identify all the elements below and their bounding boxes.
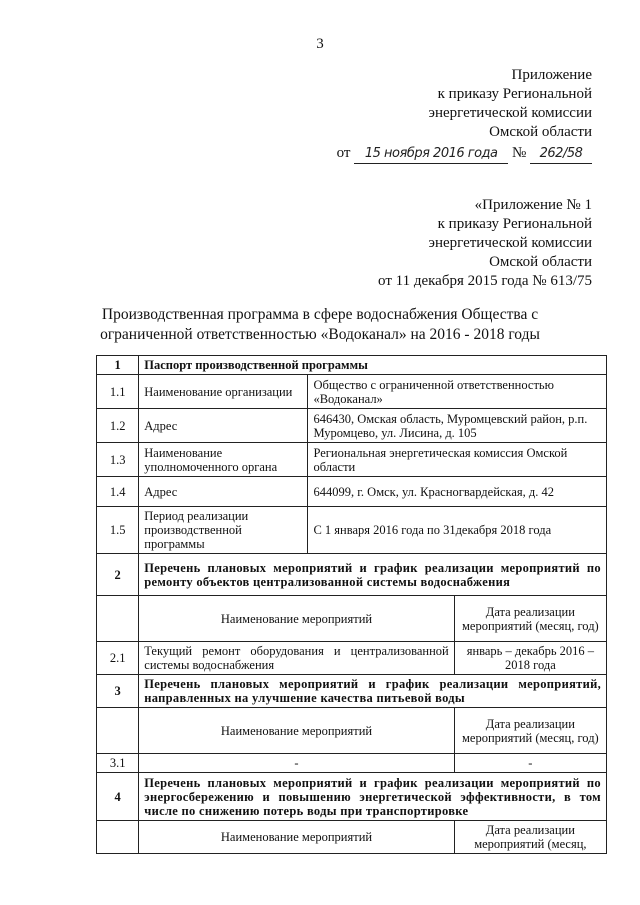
- table-row: [97, 596, 607, 642]
- section-title: Перечень плановых мероприятий и график реализации мероприятий по ремонту объектов централизованной системы водоснабжения: [139, 554, 607, 596]
- event-name: -: [139, 754, 454, 773]
- row-value: Региональная энергетическая комиссия Омской области: [308, 443, 607, 477]
- column-header-event: Наименование мероприятий: [139, 596, 454, 642]
- table-row: [97, 754, 607, 773]
- appendix-quote-line: энергетической комиссии: [428, 235, 592, 251]
- empty-cell: [97, 708, 139, 754]
- row-value: 646430, Омская область, Муромцевский район, р.п. Муромцево, ул. Лисина, д. 105: [308, 409, 607, 443]
- handwritten-order-number: 262/58: [530, 144, 592, 164]
- row-number: 1.4: [97, 477, 139, 507]
- title-line: ограниченной ответственностью «Водоканал» на 2016 - 2018 годы: [100, 326, 540, 343]
- section-title: Паспорт производственной программы: [139, 356, 607, 375]
- appendix-header: [337, 66, 592, 164]
- table-row: [97, 675, 607, 708]
- row-label: Наименование уполномоченного органа: [139, 443, 308, 477]
- section-number: 2: [97, 554, 139, 596]
- row-number: 1.2: [97, 409, 139, 443]
- appendix-line: Приложение: [511, 67, 592, 83]
- row-label: Адрес: [139, 409, 308, 443]
- table-row: [97, 708, 607, 754]
- row-value: С 1 января 2016 года по 31декабря 2018 года: [308, 507, 607, 554]
- row-label: Наименование организации: [139, 375, 308, 409]
- column-header-event: Наименование мероприятий: [139, 821, 454, 854]
- table-row: [97, 443, 607, 477]
- appendix-line: Омской области: [489, 124, 592, 140]
- row-label: Период реализации производственной программы: [139, 507, 308, 554]
- table-row: [97, 821, 607, 854]
- production-program-table: [96, 355, 607, 854]
- handwritten-order-date: 15 ноября 2016 года: [354, 144, 508, 164]
- title-line: Производственная программа в сфере водоснабжения Общества с: [101, 306, 539, 323]
- row-number: 2.1: [97, 642, 139, 675]
- section-title: Перечень плановых мероприятий и график реализации мероприятий по энергосбережению и повышению энергетической эффективности, в том числе по снижению потерь воды при транспортировке: [139, 773, 607, 821]
- column-header-event: Наименование мероприятий: [139, 708, 454, 754]
- table-row: [97, 554, 607, 596]
- column-header-date: Дата реализации мероприятий (месяц, год): [454, 708, 606, 754]
- table-row: [97, 477, 607, 507]
- appendix-quote-line: Омской области: [489, 254, 592, 270]
- section-number: 3: [97, 675, 139, 708]
- table-row: [97, 642, 607, 675]
- document-title: [60, 305, 580, 345]
- order-number-prefix: №: [511, 145, 527, 161]
- row-value: Общество с ограниченной ответственностью «Водоканал»: [308, 375, 607, 409]
- event-date: -: [454, 754, 606, 773]
- section-number: 4: [97, 773, 139, 821]
- table-row: [97, 507, 607, 554]
- order-prefix: от: [336, 145, 351, 161]
- appendix-line: к приказу Региональной: [437, 86, 592, 102]
- table-row: [97, 773, 607, 821]
- page-number: 3: [316, 36, 324, 52]
- row-number: 1.1: [97, 375, 139, 409]
- event-name: Текущий ремонт оборудования и централизованной системы водоснабжения: [139, 642, 454, 675]
- column-header-date: Дата реализации мероприятий (месяц,: [454, 821, 606, 854]
- appendix-quote: [378, 196, 592, 291]
- appendix-quote-line: «Приложение № 1: [474, 197, 592, 213]
- empty-cell: [97, 821, 139, 854]
- table-row: [97, 356, 607, 375]
- order-reference: [337, 144, 592, 164]
- row-label: Адрес: [139, 477, 308, 507]
- section-number: 1: [97, 356, 139, 375]
- event-date: январь – декабрь 2016 – 2018 года: [454, 642, 606, 675]
- row-number: 3.1: [97, 754, 139, 773]
- table-row: [97, 375, 607, 409]
- column-header-date: Дата реализации мероприятий (месяц, год): [454, 596, 606, 642]
- row-number: 1.5: [97, 507, 139, 554]
- section-title: Перечень плановых мероприятий и график реализации мероприятий, направленных на улучшение качества питьевой воды: [139, 675, 607, 708]
- appendix-quote-line: к приказу Региональной: [437, 216, 592, 232]
- empty-cell: [97, 596, 139, 642]
- appendix-quote-line: от 11 декабря 2015 года № 613/75: [378, 273, 592, 289]
- row-number: 1.3: [97, 443, 139, 477]
- row-value: 644099, г. Омск, ул. Красногвардейская, д. 42: [308, 477, 607, 507]
- table-row: [97, 409, 607, 443]
- appendix-line: энергетической комиссии: [428, 105, 592, 121]
